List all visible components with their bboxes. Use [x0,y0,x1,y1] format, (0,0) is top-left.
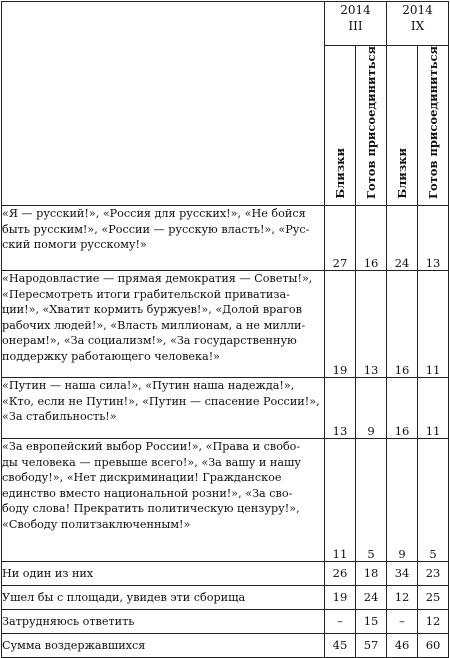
table-row [2,633,449,657]
table-row [2,270,449,377]
value-cell: 9 [387,438,418,561]
header-row-periods [2,2,449,46]
row-label [2,377,325,438]
subcolumn-label: Близки [333,148,347,199]
row-label-line: свободу!», «Нет дискриминации! Гражданское [2,471,282,485]
row-label-line: быть русским!», «России — русскую власть!», «Рус- [2,222,310,236]
value-cell: 16 [356,205,387,270]
row-label-line: «Я — русский!», «Россия для русских!», «Не бойся [2,206,306,220]
value-cell: 11 [418,377,449,438]
subcolumn-label: Готов присоединиться [364,46,378,199]
value-cell: 13 [325,377,356,438]
row-label [2,270,325,377]
period-header-1 [325,2,387,46]
subcolumn-label: Готов присоединиться [426,46,441,199]
row-label-line: Сумма воздержавшихся [2,638,146,652]
value-cell: 12 [387,585,418,609]
period-year: 2014 [402,3,433,17]
row-label-line: рабочих людей!», «Власть миллионам, а не милли- [2,318,306,332]
subcolumn-header [356,46,387,206]
value-cell: 12 [418,609,449,633]
row-label-line: «Народовластие — прямая демократия — Советы!», [2,271,313,285]
value-cell: 25 [418,585,449,609]
row-label-line: «За стабильность!» [2,410,117,424]
value-cell: 5 [356,438,387,561]
value-cell: – [387,609,418,633]
row-label-line: поддержку работающего человека!» [2,349,221,363]
table-row [2,609,449,633]
row-label-line: «Путин — наша сила!», «Путин наша надежда!», [2,378,295,392]
row-label-line: «За европейский выбор России!», «Права и свобо- [2,439,301,453]
value-cell: 60 [418,633,449,657]
period-year: 2014 [340,3,371,17]
value-cell: 34 [387,561,418,585]
value-cell: 57 [356,633,387,657]
row-label-line: ды человека — превыше всего!», «За вашу и нашу [2,455,302,469]
row-label-line: Ушел бы с площади, увидев эти сборища [2,590,246,604]
row-label-line: онерам!», «За социализм!», «За государственную [2,334,297,348]
value-cell: 13 [418,205,449,270]
table-row [2,585,449,609]
period-month: IX [410,19,425,33]
subcolumn-header [325,46,356,206]
period-header-2 [387,2,449,46]
row-label-line: ции!», «Хватит кормить буржуев!», «Долой врагов [2,303,302,317]
value-cell: 19 [325,270,356,377]
value-cell: 26 [325,561,356,585]
subcolumn-label: Близки [395,148,410,199]
value-cell: 11 [418,270,449,377]
value-cell: 9 [356,377,387,438]
value-cell: 24 [387,205,418,270]
row-label [2,561,325,585]
subcolumn-header [418,46,449,206]
row-label [2,609,325,633]
table-row [2,377,449,438]
table-body [2,205,449,657]
value-cell: 15 [356,609,387,633]
row-label-line: «Кто, если не Путин!», «Путин — спасение России!», [2,394,320,408]
period-month: III [348,19,363,33]
row-label [2,205,325,270]
value-cell: 46 [387,633,418,657]
value-cell: 27 [325,205,356,270]
row-label-line: «Пересмотреть итоги грабительской приватиза- [2,287,290,301]
value-cell: 18 [356,561,387,585]
value-cell: 45 [325,633,356,657]
table-row [2,561,449,585]
value-cell: – [325,609,356,633]
table-row [2,205,449,270]
row-label-line: Ни один из них [2,566,94,580]
row-label [2,585,325,609]
row-label [2,633,325,657]
value-cell: 16 [387,377,418,438]
value-cell: 16 [387,270,418,377]
row-label-line: «Свободу политзаключенным!» [2,517,191,531]
row-label-line: ский помоги русскому!» [2,238,147,252]
value-cell: 19 [325,585,356,609]
value-cell: 24 [356,585,387,609]
subcolumn-header [387,46,418,206]
table-header [2,2,449,206]
row-label [2,438,325,561]
survey-table [1,1,449,658]
header-blank-cell [2,2,325,206]
row-label-line: боду слова! Прекратить политическую цензуру!», [2,502,300,516]
row-label-line: Затрудняюсь ответить [2,614,135,628]
row-label-line: единство вместо национальной розни!», «За сво- [2,486,293,500]
value-cell: 23 [418,561,449,585]
value-cell: 13 [356,270,387,377]
value-cell: 11 [325,438,356,561]
table-row [2,438,449,561]
value-cell: 5 [418,438,449,561]
